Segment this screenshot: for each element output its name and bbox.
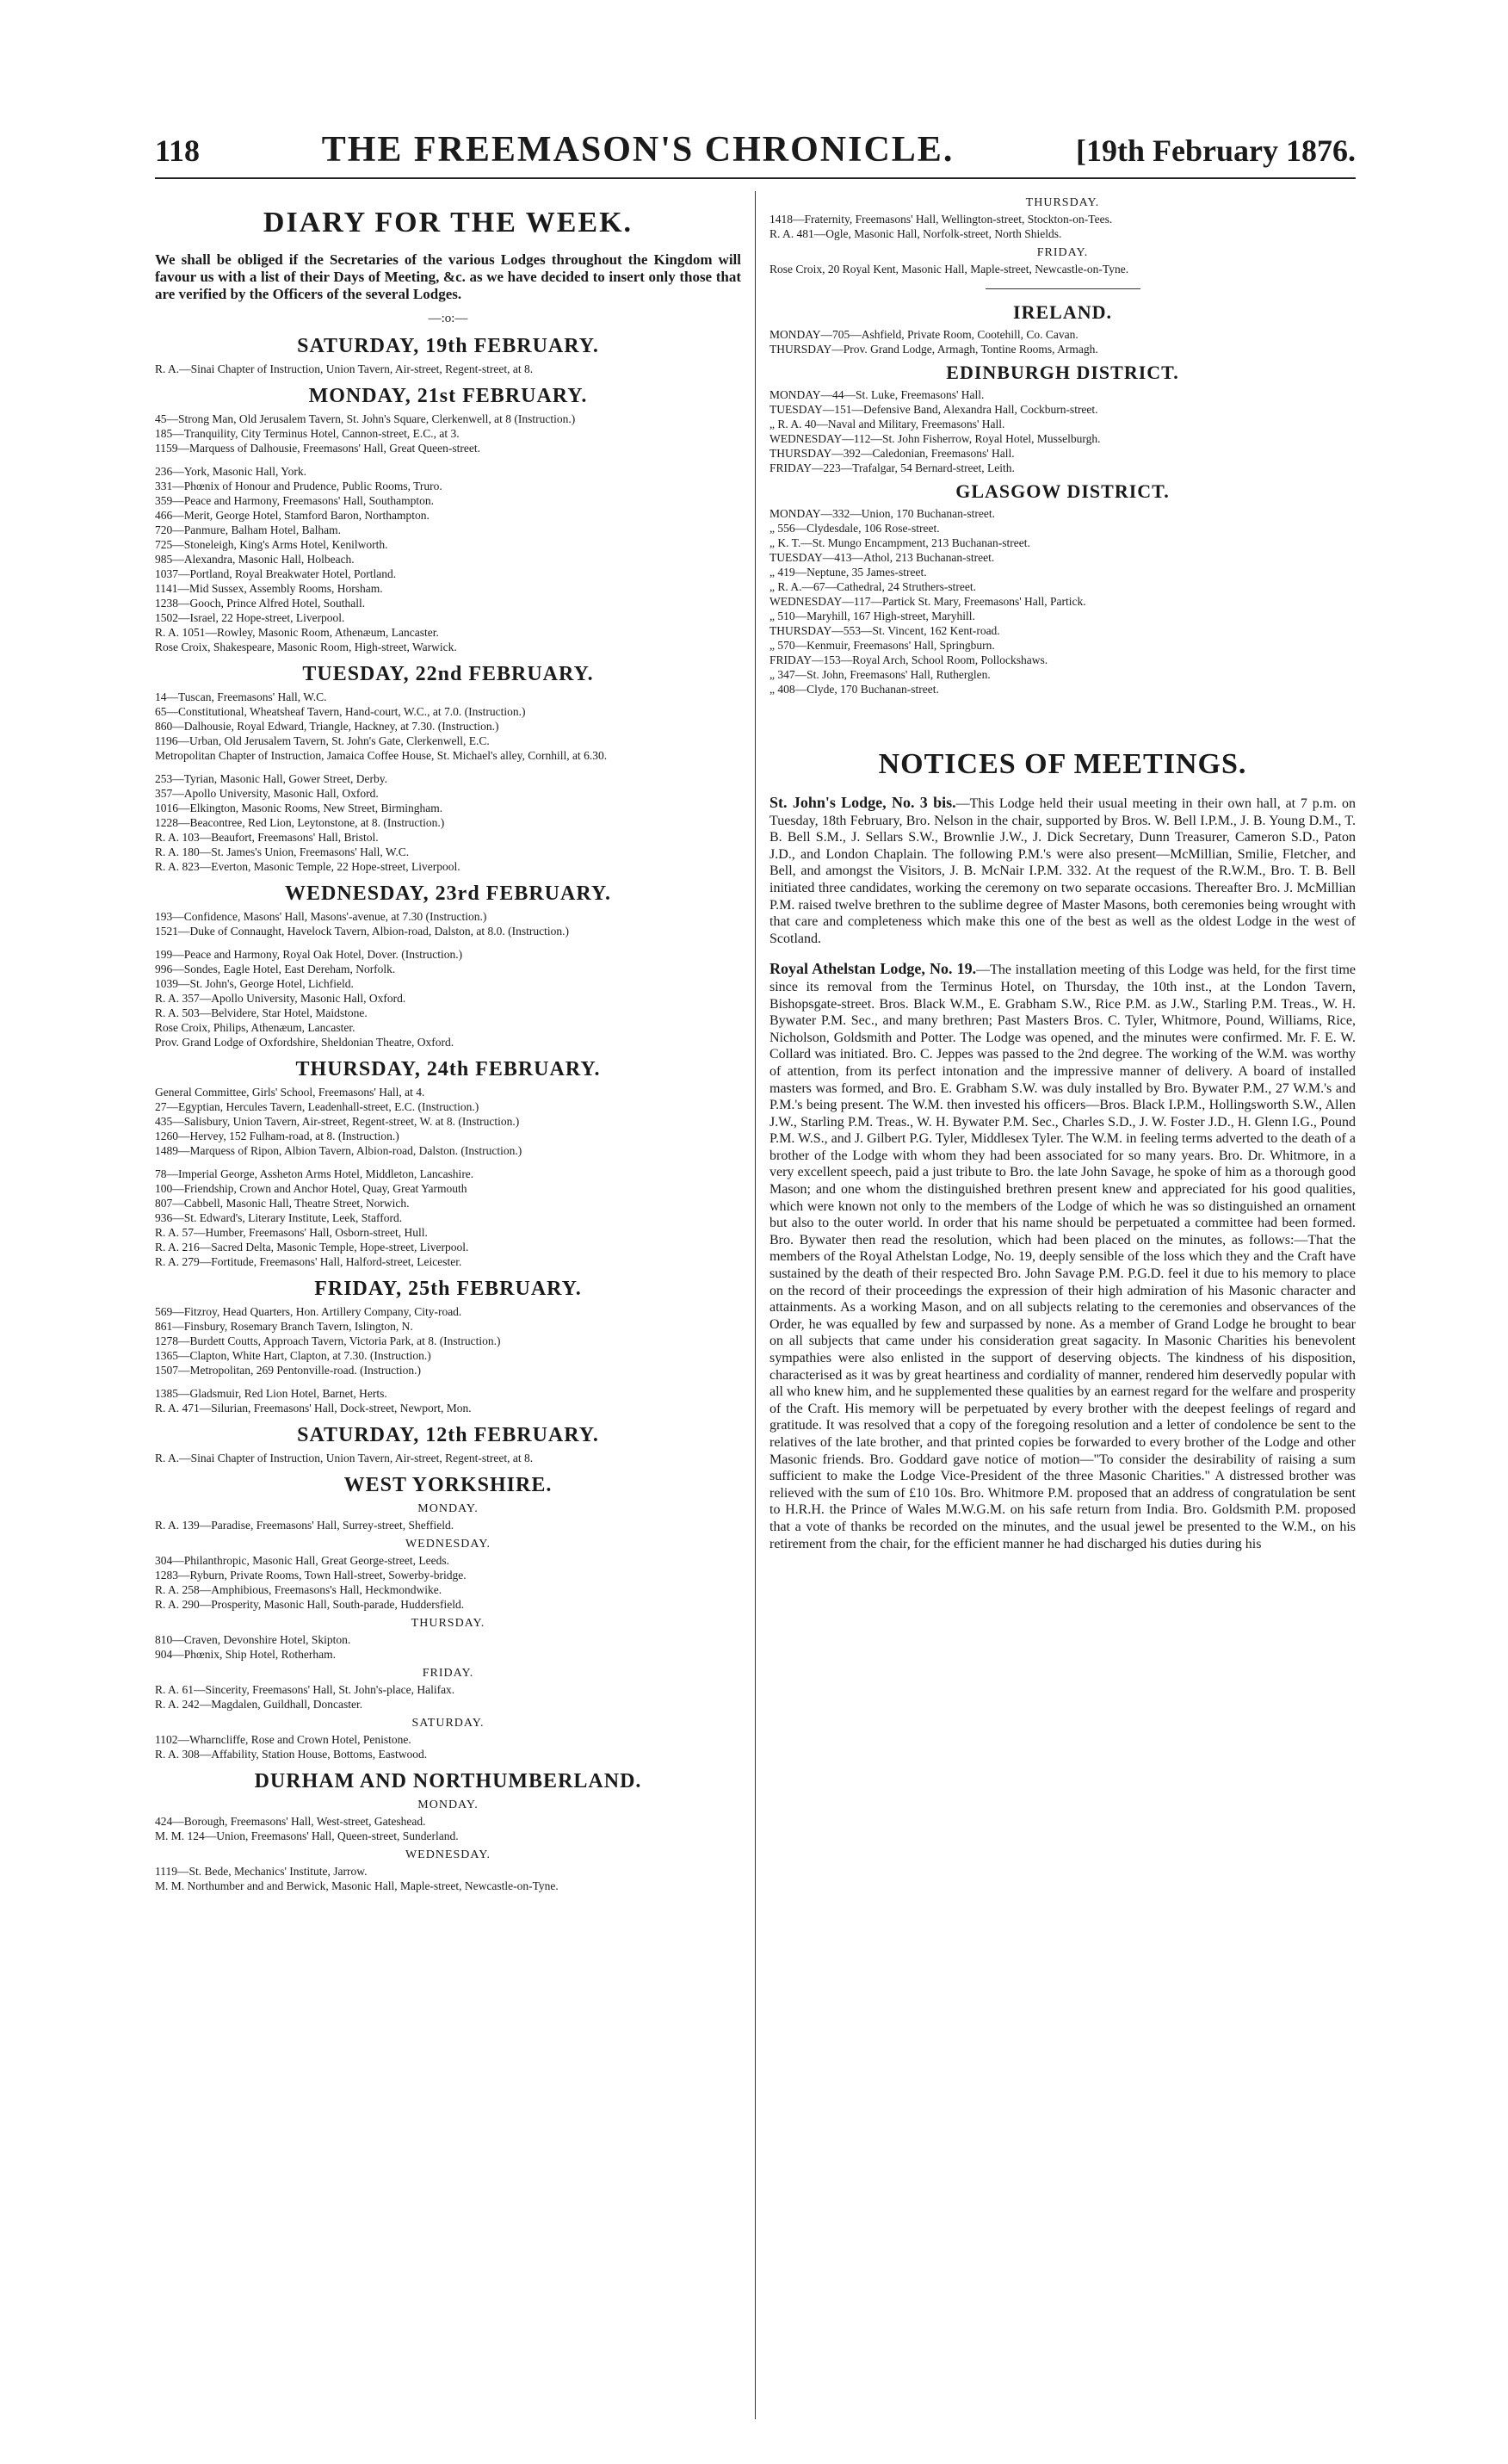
entry-list	[155, 1304, 741, 1377]
diary-entry: R. A. 279—Fortitude, Freemasons' Hall, Halford-street, Leicester.	[155, 1255, 462, 1268]
newspaper-title: THE FREEMASON'S CHRONICLE.	[321, 130, 955, 170]
diary-entry: FRIDAY—223—Trafalgar, 54 Bernard-street, Leith.	[769, 461, 1015, 474]
weekday-subheading: WEDNESDAY.	[405, 1538, 491, 1551]
diary-entry: R. A. 481—Ogle, Masonic Hall, Norfolk-street, North Shields.	[769, 227, 1062, 240]
diary-entry: 1521—Duke of Connaught, Havelock Tavern, Albion-road, Dalston, at 8.0. (Instruction.)	[155, 925, 569, 938]
diary-entry: R. A. 180—St. James's Union, Freemasons' Hall, W.C.	[155, 845, 410, 858]
entry-list	[155, 1518, 741, 1532]
durham-list	[155, 1798, 741, 1893]
diary-entry: 1385—Gladsmuir, Red Lion Hotel, Barnet, Herts.	[155, 1387, 387, 1400]
diary-entry: 1228—Beacontree, Red Lion, Leytonstone, at 8. (Instruction.)	[155, 816, 445, 829]
west-yorkshire-heading: WEST YORKSHIRE.	[343, 1474, 553, 1496]
diary-entry: 1278—Burdett Coutts, Approach Tavern, Victoria Park, at 8. (Instruction.)	[155, 1334, 501, 1347]
diary-entry: MONDAY—44—St. Luke, Freemasons' Hall.	[769, 388, 985, 401]
diary-entry: „ 570—Kenmuir, Freemasons' Hall, Springburn.	[769, 639, 995, 652]
rule	[986, 288, 1140, 289]
diary-title: DIARY FOR THE WEEK.	[263, 207, 633, 238]
notice-heading: St. John's Lodge, No. 3 bis.	[769, 794, 956, 811]
day-heading: TUESDAY, 22nd FEBRUARY.	[302, 663, 594, 685]
diary-entry: 1238—Gooch, Prince Alfred Hotel, Southall.	[155, 597, 366, 610]
diary-entry: 725—Stoneleigh, King's Arms Hotel, Kenilworth.	[155, 538, 388, 551]
ireland-heading: IRELAND.	[1013, 301, 1112, 323]
entry-list	[155, 412, 741, 455]
notices-title: NOTICES OF MEETINGS.	[878, 748, 1247, 780]
notice-paragraph	[769, 961, 1356, 1552]
diary-entry: 435—Salisbury, Union Tavern, Air-street, Regent-street, W. at 8. (Instruction.)	[155, 1115, 520, 1128]
entry-list	[155, 1814, 741, 1843]
diary-entry: R. A. 57—Humber, Freemasons' Hall, Osborn-street, Hull.	[155, 1226, 428, 1239]
diary-entry: R. A. 216—Sacred Delta, Masonic Temple, Hope-street, Liverpool.	[155, 1241, 469, 1254]
diary-entry: WEDNESDAY—117—Partick St. Mary, Freemasons' Hall, Partick.	[769, 595, 1086, 608]
diary-entry: 1418—Fraternity, Freemasons' Hall, Wellington-street, Stockton-on-Tees.	[769, 213, 1113, 226]
diary-entry: 100—Friendship, Crown and Anchor Hotel, Quay, Great Yarmouth	[155, 1182, 467, 1195]
entry-list	[155, 1632, 741, 1662]
diary-entry: Prov. Grand Lodge of Oxfordshire, Sheldonian Theatre, Oxford.	[155, 1036, 454, 1049]
entry-list	[155, 909, 741, 938]
diary-entry: 27—Egyptian, Hercules Tavern, Leadenhall-street, E.C. (Instruction.)	[155, 1100, 479, 1113]
diary-entry: 253—Tyrian, Masonic Hall, Gower Street, Derby.	[155, 772, 387, 785]
diary-entry: „ 556—Clydesdale, 106 Rose-street.	[769, 522, 940, 535]
diary-entry: FRIDAY—153—Royal Arch, School Room, Pollockshaws.	[769, 653, 1048, 666]
diary-entry: 807—Cabbell, Masonic Hall, Theatre Street, Norwich.	[155, 1197, 410, 1210]
diary-entry: Rose Croix, 20 Royal Kent, Masonic Hall, Maple-street, Newcastle-on-Tyne.	[769, 263, 1129, 275]
entry-list	[769, 212, 1356, 241]
diary-entry: 569—Fitzroy, Head Quarters, Hon. Artillery Company, City-road.	[155, 1305, 462, 1318]
glasgow-list	[769, 506, 1356, 696]
diary-entry: 1507—Metropolitan, 269 Pentonville-road. (Instruction.)	[155, 1364, 421, 1377]
diary-entry: 466—Merit, George Hotel, Stamford Baron, Northampton.	[155, 509, 430, 522]
diary-entry: 331—Phœnix of Honour and Prudence, Public Rooms, Truro.	[155, 480, 442, 492]
diary-entry: „ R. A. 40—Naval and Military, Freemasons' Hall.	[769, 418, 1005, 430]
diary-entry: Rose Croix, Philips, Athenæum, Lancaster.	[155, 1021, 355, 1034]
diary-entry: 199—Peace and Harmony, Royal Oak Hotel, Dover. (Instruction.)	[155, 948, 463, 961]
diary-entry: 936—St. Edward's, Literary Institute, Leek, Stafford.	[155, 1211, 403, 1224]
diary-entry: TUESDAY—413—Athol, 213 Buchanan-street.	[769, 551, 995, 564]
diary-entry: 304—Philanthropic, Masonic Hall, Great George-street, Leeds.	[155, 1554, 450, 1567]
diary-entry: 45—Strong Man, Old Jerusalem Tavern, St. John's Square, Clerkenwell, at 8 (Instruction.)	[155, 412, 576, 425]
diary-entry: M. M. Northumber and and Berwick, Masonic Hall, Maple-street, Newcastle-on-Tyne.	[155, 1879, 559, 1892]
masthead	[155, 129, 1356, 179]
diary-entry: MONDAY—332—Union, 170 Buchanan-street.	[769, 507, 995, 520]
west-yorkshire-list	[155, 1502, 741, 1761]
diary-entry: 1037—Portland, Royal Breakwater Hotel, Portland.	[155, 567, 397, 580]
entry-list	[155, 1386, 741, 1415]
diary-entry: 65—Constitutional, Wheatsheaf Tavern, Hand-court, W.C., at 7.0. (Instruction.)	[155, 705, 526, 718]
weekday-subheading: MONDAY.	[417, 1502, 479, 1515]
diary-entry: THURSDAY—392—Caledonian, Freemasons' Hall.	[769, 447, 1015, 460]
notice-heading: Royal Athelstan Lodge, No. 19.	[769, 960, 977, 978]
weekday-subheading: THURSDAY.	[411, 1617, 485, 1630]
diary-entry: 1283—Ryburn, Private Rooms, Town Hall-street, Sowerby-bridge.	[155, 1569, 467, 1582]
entry-list	[155, 690, 741, 763]
diary-entry: „ 419—Neptune, 35 James-street.	[769, 566, 927, 579]
separator: —:o:—	[428, 312, 468, 325]
diary-entry: THURSDAY—Prov. Grand Lodge, Armagh, Tontine Rooms, Armagh.	[769, 343, 1098, 356]
entry-list	[155, 947, 741, 1049]
diary-entry: R. A. 258—Amphibious, Freemasons's Hall, Heckmondwike.	[155, 1583, 442, 1596]
diary-entry: R. A.—Sinai Chapter of Instruction, Union Tavern, Air-street, Regent-street, at 8.	[155, 1452, 534, 1464]
entry-list	[769, 262, 1356, 276]
diary-entry: 1489—Marquess of Ripon, Albion Tavern, Albion-road, Dalston. (Instruction.)	[155, 1144, 522, 1157]
durham-heading: DURHAM AND NORTHUMBERLAND.	[254, 1770, 642, 1792]
diary-entry: 1159—Marquess of Dalhousie, Freemasons' Hall, Great Queen-street.	[155, 442, 480, 455]
day-heading: THURSDAY, 24th FEBRUARY.	[295, 1058, 601, 1080]
notices-list	[769, 795, 1356, 1552]
weekday-subheading: SATURDAY.	[411, 1717, 485, 1730]
left-column	[155, 191, 756, 2419]
diary-entry: General Committee, Girls' School, Freemasons' Hall, at 4.	[155, 1086, 425, 1099]
diary-entry: R. A. 290—Prosperity, Masonic Hall, South-parade, Huddersfield.	[155, 1598, 465, 1611]
diary-entry: 985—Alexandra, Masonic Hall, Holbeach.	[155, 553, 355, 566]
issue-date: [19th February 1876.	[1076, 133, 1356, 168]
diary-entry: 193—Confidence, Masons' Hall, Masons'-avenue, at 7.30 (Instruction.)	[155, 910, 487, 923]
diary-entry: 904—Phœnix, Ship Hotel, Rotherham.	[155, 1648, 336, 1661]
diary-entry: 1141—Mid Sussex, Assembly Rooms, Horsham.	[155, 582, 383, 595]
entry-list	[155, 771, 741, 874]
diary-entry: R. A. 503—Belvidere, Star Hotel, Maidstone.	[155, 1006, 368, 1019]
diary-entry: R. A. 242—Magdalen, Guildhall, Doncaster.	[155, 1698, 363, 1711]
diary-entry: 1119—St. Bede, Mechanics' Institute, Jarrow.	[155, 1865, 368, 1878]
weekday-subheading: MONDAY.	[417, 1798, 479, 1811]
notice-body: —The installation meeting of this Lodge was held, for the first time since its removal from the Terminus Hotel, on Thursday, the 10th inst., at the London Tavern, Bishopsgate-street. Bros. Black W.M., E. Grabham S.W., Rice P.M. as J.W., Starling P.M. Treas., W. H. Bywater P.M. Sec., and many brethren; Past Masters Bros. C. Tyler, Whitmore, Pound, Williams, Rice, Nicholson, Goldsmith and Potter. The Lodge was opened, and the minutes were confirmed. Mr. F. E. W. Collard was initiated. Bro. C. Jeppes was passed to the 2nd degree. The working of the W.M. was worthy of attention, from its perfect intonation and the impressive manner of delivery. A board of installed masters was formed, and Bro. E. Grabham S.W. was duly installed by Bro. Bywater P.M., 27 W.M.'s and P.M.'s being present. The W.M. then invested his officers—Bros. Black I.P.M., Hollingsworth S.W., Allen J.W., Starling P.M. Treas., W. H. Bywater P.M. Sec., Charles S.D., J. W. Foster J.D., H. Glenn I.G., Pound P.M. W.S., and J. Gilbert P.G. Tyler, Middlesex Tyler. The W.M. in feeling terms adverted to the death of a brother of the Lodge with whom they had been associated for so many years. Bro. Dr. Whitmore, in a very excellent speech, paid a just tribute to Bro. the late John Savage, he spoke of him as a thorough good Mason; and one whom the distinguished brethren present knew and appreciated for his good qualities, which were known not only to the members of the Lodge of which he was so distinguished an ornament but also to the outer world. In order that his name should be perpetuated a committee had been formed. Bro. Bywater then read the resolution, which had been placed on the minutes, as follows:—That the members of the Royal Athelstan Lodge, No. 19, deeply sensible of the loss which they and the Craft have sustained by the death of their respected Bro. John Savage P.M. P.G.D. feel it due to his memory to place on the record of their proceedings the expression of their high admiration of his Masonic character and attainments. As a working Mason, and on all subjects relating to the ceremonies and observances of the Order, he was equalled by few and surpassed by none. As a member of Grand Lodge he brought to bear on all subjects that came under his consideration great sagacity. In Masonic Charities his benevolent sympathies were also enlisted in the support of deserving objects. The kindness of his disposition, characterised as it was by great heartiness and cordiality of manner, rendered him deservedly popular with all who knew him, and he supplemented these qualities by an earnest regard for the welfare and prosperity of the Craft. His memory will be perpetuated by every brother with the deepest feelings of regard and gratitude. It was resolved that a copy of the foregoing resolution and a letter of condolence be sent to the relatives of the late brother, and that printed copies be forwarded to every brother of the Lodge and other Masonic friends. Bro. Goddard gave notice of motion—"To consider the desirability of raising a sum sufficient to make the Lodge Vice-President of the three Masonic Charities." A distressed brother was relieved with the sum of £10 10s. Bro. Whitmore P.M. proposed that an address of congratulation be sent to H.R.H. the Prince of Wales M.W.G.M. on his safe return from India. Bro. Goldsmith P.M. proposed that a vote of thanks be recorded on the minutes, and the usual jewel be presented to the W.M., on his retirement from the chair, for the efficient manner he had discharged his duties during his	[769, 963, 1356, 1551]
notice-body: —This Lodge held their usual meeting in their own hall, at 7 p.m. on Tuesday, 18th February, Bro. Nelson in the chair, supported by Bros. W. Bell I.P.M., J. B. Young D.M., T. B. Bell S.M., J. Sellars S.W., Brownlie J.W., J. Dick Secretary, Dunn Treasurer, Cameron S.D., Paton J.D., and London Chaplain. The following P.M.'s were also present—McMillian, Smilie, Fletcher, and Bell, and amongst the Visitors, J. B. McNair I.P.M. 332. At the request of the R.W.M., Bro. T. B. Bell initiated three candidates, working the ceremony on two separate occasions. Thereafter Bro. J. McMillian P.M. raised twelve brethren to the sublime degree of Master Masons, both ceremonies being wrought with that care and completeness which make this one of the best as well as the oldest Lodge in the west of Scotland.	[769, 796, 1356, 946]
edinburgh-heading: EDINBURGH DISTRICT.	[946, 362, 1179, 383]
diary-entry: M. M. 124—Union, Freemasons' Hall, Queen-street, Sunderland.	[155, 1829, 459, 1842]
diary-entry: R. A. 103—Beaufort, Freemasons' Hall, Bristol.	[155, 831, 379, 844]
day-heading: FRIDAY, 25th FEBRUARY.	[314, 1278, 582, 1300]
entry-list	[155, 464, 741, 654]
diary-entry: 14—Tuscan, Freemasons' Hall, W.C.	[155, 690, 327, 703]
diary-entry: R. A. 823—Everton, Masonic Temple, 22 Hope-street, Liverpool.	[155, 860, 460, 873]
day-heading: SATURDAY, 19th FEBRUARY.	[297, 335, 599, 357]
page-number: 118	[155, 133, 201, 168]
newspaper-page	[155, 129, 1356, 2419]
diary-entry: 357—Apollo University, Masonic Hall, Oxford.	[155, 787, 379, 800]
diary-entry: „ K. T.—St. Mungo Encampment, 213 Buchanan-street.	[769, 536, 1030, 549]
diary-entry: 996—Sondes, Eagle Hotel, East Dereham, Norfolk.	[155, 963, 396, 975]
entry-list	[155, 1864, 741, 1893]
diary-entry: R. A. 139—Paradise, Freemasons' Hall, Surrey-street, Sheffield.	[155, 1519, 454, 1532]
entry-list	[155, 1553, 741, 1612]
entry-list	[155, 1085, 741, 1158]
diary-entry: 1016—Elkington, Masonic Rooms, New Street, Birmingham.	[155, 802, 443, 814]
diary-entry: „ 510—Maryhill, 167 High-street, Maryhill.	[769, 610, 975, 622]
weekday-subheading: FRIDAY.	[1036, 246, 1089, 259]
diary-entry: „ 347—St. John, Freemasons' Hall, Rutherglen.	[769, 668, 991, 681]
diary-entry: 1260—Hervey, 152 Fulham-road, at 8. (Instruction.)	[155, 1130, 399, 1142]
durham-continued	[769, 196, 1356, 276]
diary-entry: 1196—Urban, Old Jerusalem Tavern, St. John's Gate, Clerkenwell, E.C.	[155, 734, 490, 747]
diary-entry: 185—Tranquility, City Terminus Hotel, Cannon-street, E.C., at 3.	[155, 427, 460, 440]
diary-entry: 1102—Wharncliffe, Rose and Crown Hotel, Penistone.	[155, 1733, 411, 1746]
diary-entry: R. A. 61—Sincerity, Freemasons' Hall, St. John's-place, Halifax.	[155, 1683, 455, 1696]
diary-entry: R. A. 1051—Rowley, Masonic Room, Athenæum, Lancaster.	[155, 626, 439, 639]
diary-entry: 720—Panmure, Balham Hotel, Balham.	[155, 523, 341, 536]
diary-entry: Metropolitan Chapter of Instruction, Jamaica Coffee House, St. Michael's alley, Cornhill, at 6.30.	[155, 749, 608, 762]
weekday-subheading: THURSDAY.	[1025, 196, 1100, 209]
glasgow-heading: GLASGOW DISTRICT.	[955, 480, 1170, 502]
right-column	[756, 191, 1356, 2419]
entry-list	[155, 362, 741, 376]
diary-entry: TUESDAY—151—Defensive Band, Alexandra Hall, Cockburn-street.	[769, 403, 1098, 416]
diary-entry: 1502—Israel, 22 Hope-street, Liverpool.	[155, 611, 345, 624]
entry-list	[155, 1167, 741, 1269]
diary-entry: 359—Peace and Harmony, Freemasons' Hall, Southampton.	[155, 494, 434, 507]
weekday-subheading: FRIDAY.	[422, 1667, 474, 1680]
diary-entry: 1039—St. John's, George Hotel, Lichfield.	[155, 977, 354, 990]
diary-entry: R. A. 308—Affability, Station House, Bottoms, Eastwood.	[155, 1748, 428, 1761]
day-heading: WEDNESDAY, 23rd FEBRUARY.	[285, 882, 611, 905]
diary-entry: 810—Craven, Devonshire Hotel, Skipton.	[155, 1633, 351, 1646]
diary-entry: 78—Imperial George, Assheton Arms Hotel, Middleton, Lancashire.	[155, 1167, 474, 1180]
day-heading: SATURDAY, 12th FEBRUARY.	[297, 1424, 599, 1446]
diary-entry: 424—Borough, Freemasons' Hall, West-street, Gateshead.	[155, 1815, 426, 1828]
diary-entry: R. A. 357—Apollo University, Masonic Hall, Oxford.	[155, 992, 406, 1005]
edinburgh-list	[769, 387, 1356, 475]
entry-list	[155, 1451, 741, 1465]
diary-entry: R. A.—Sinai Chapter of Instruction, Union Tavern, Air-street, Regent-street, at 8.	[155, 362, 534, 375]
diary-entry: 861—Finsbury, Rosemary Branch Tavern, Islington, N.	[155, 1320, 413, 1333]
weekday-subheading: WEDNESDAY.	[405, 1848, 491, 1861]
diary-entry: „ R. A.—67—Cathedral, 24 Struthers-street.	[769, 580, 976, 593]
diary-entry: WEDNESDAY—112—St. John Fisherrow, Royal Hotel, Musselburgh.	[769, 432, 1101, 445]
diary-entry: 860—Dalhousie, Royal Edward, Triangle, Hackney, at 7.30. (Instruction.)	[155, 720, 499, 733]
diary-entry: „ 408—Clyde, 170 Buchanan-street.	[769, 683, 939, 696]
diary-intro: We shall be obliged if the Secretaries of the various Lodges throughout the Kingdom will favour us with a list of their Days of Meeting, &c. as we have decided to insert only those that are verified by the Officers of the several Lodges.	[155, 251, 741, 302]
entry-list	[155, 1732, 741, 1761]
diary-entry: Rose Croix, Shakespeare, Masonic Room, High-street, Warwick.	[155, 641, 457, 653]
notice-paragraph	[769, 795, 1356, 947]
diary-days	[155, 335, 741, 1465]
entry-list	[155, 1682, 741, 1712]
day-heading: MONDAY, 21st FEBRUARY.	[308, 385, 588, 407]
diary-entry: MONDAY—705—Ashfield, Private Room, Cootehill, Co. Cavan.	[769, 328, 1078, 341]
diary-entry: R. A. 471—Silurian, Freemasons' Hall, Dock-street, Newport, Mon.	[155, 1402, 472, 1415]
diary-entry: 236—York, Masonic Hall, York.	[155, 465, 307, 478]
ireland-list	[769, 327, 1356, 356]
diary-entry: THURSDAY—553—St. Vincent, 162 Kent-road.	[769, 624, 1000, 637]
diary-entry: 1365—Clapton, White Hart, Clapton, at 7.30. (Instruction.)	[155, 1349, 431, 1362]
